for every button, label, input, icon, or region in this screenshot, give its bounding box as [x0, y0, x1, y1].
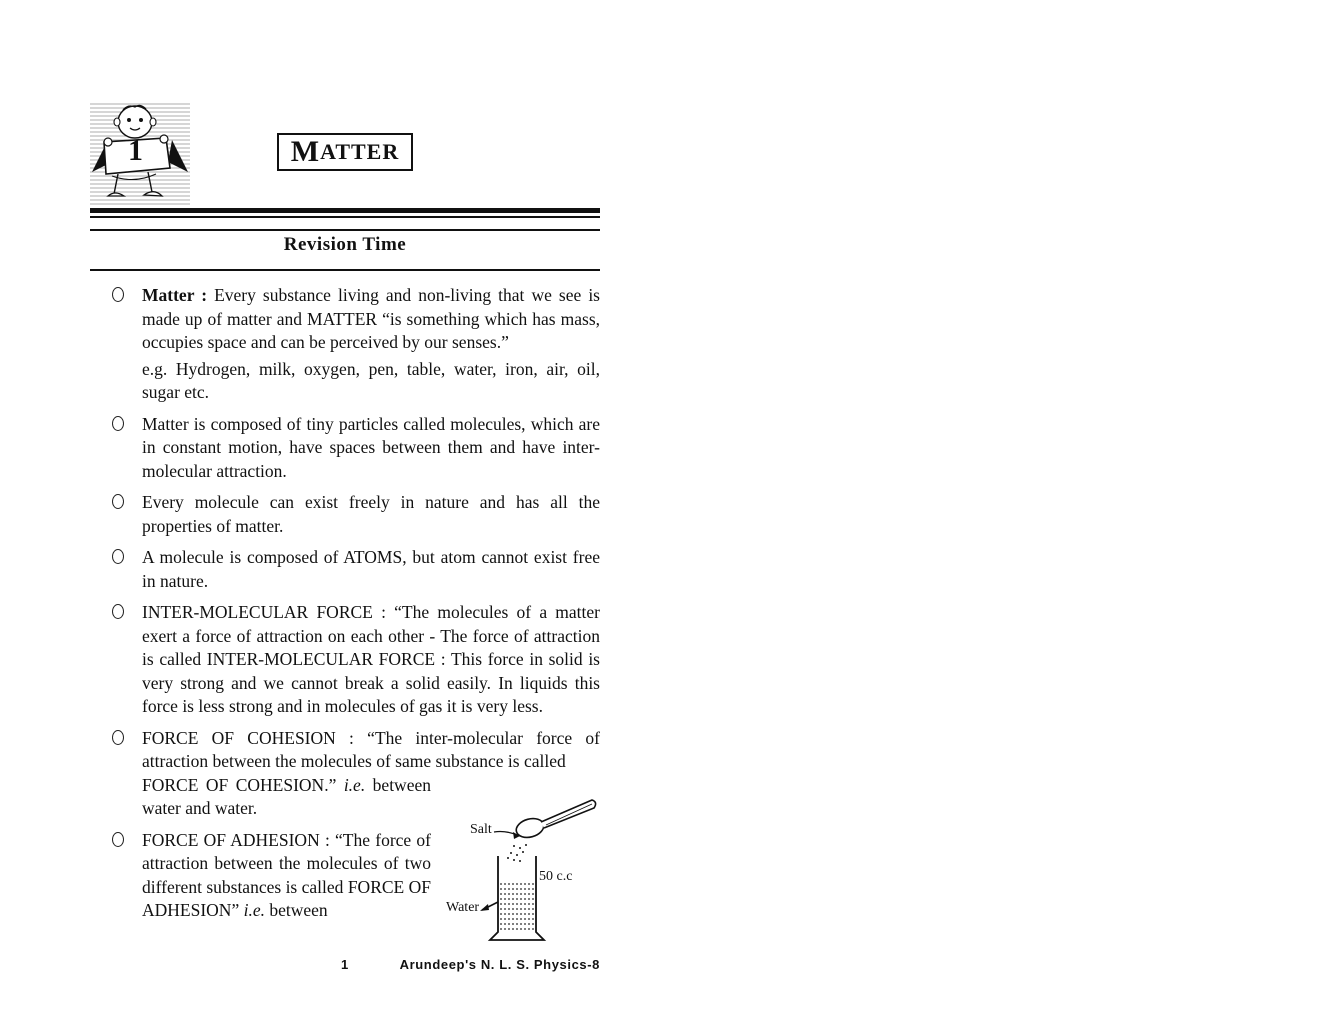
bullet-circle: [112, 549, 124, 564]
bullet-circle: [112, 730, 124, 745]
textbook-page: [90, 100, 600, 990]
item-text-part: FORCE OF ADHESION : “The force of attraction between the molecules of two different substances is called FORCE OF ADHESION”: [142, 829, 431, 920]
page-footer: [90, 957, 600, 977]
item-text: INTER-MOLECULAR FORCE : “The molecules of a matter exert a force of attraction on each other - The force of attraction is called INTER-MOLECULAR FORCE : This force in solid is very strong and we cannot break a solid easily. In liquids this force is less strong and in molecules of gas it is very less.: [142, 602, 600, 716]
list-item: [90, 284, 600, 405]
page-number: 1: [341, 957, 349, 972]
term-matter: Matter :: [142, 285, 208, 305]
label-salt: Salt: [470, 822, 492, 837]
bullet-circle: [112, 416, 124, 431]
chapter-number: 1: [128, 134, 143, 167]
ie-abbrev: i.e.: [343, 774, 366, 795]
chapter-title-initial: M: [290, 135, 321, 168]
label-volume: 50 c.c: [539, 869, 573, 884]
item-text: FORCE OF COHESION : “The inter-molecular force of attraction between the molecules of same substance is called: [142, 727, 600, 771]
item-text: Matter is composed of tiny particles called molecules, which are in constant motion, have spaces between them and have inter-molecular attraction.: [142, 413, 600, 481]
ie-abbrev: i.e.: [243, 900, 265, 920]
chapter-title-rest: ATTER: [320, 139, 400, 164]
item-text: [142, 829, 431, 923]
section-rule-top: [90, 229, 600, 231]
item-text-part: FORCE OF COHESION.”: [142, 774, 344, 795]
item-body: Every substance living and non-living that we see is made up of matter and MATTER “is something which has mass, occupies space and can be perceived by our senses.”: [142, 285, 600, 352]
label-water: Water: [446, 900, 480, 915]
bullet-circle: [112, 832, 124, 847]
list-item: [90, 546, 600, 593]
item-text-part: between: [264, 900, 328, 920]
salt-water-figure: [442, 796, 604, 944]
section-heading: Revision Time: [283, 234, 407, 255]
divider-thin: [90, 216, 600, 218]
chapter-badge: [90, 102, 190, 206]
spoon-beaker-diagram: [442, 796, 604, 944]
list-item: [90, 491, 600, 538]
item-text: Every molecule can exist freely in nature and has all the properties of matter.: [142, 492, 600, 536]
item-text: A molecule is composed of ATOMS, but atom cannot exist free in nature.: [142, 547, 600, 591]
bullet-circle: [112, 287, 124, 302]
list-item: [90, 601, 600, 719]
section-rule-bottom: [90, 269, 600, 271]
item-text-continued: [142, 774, 431, 821]
list-item: [90, 413, 600, 484]
book-title: Arundeep's N. L. S. Physics-8: [399, 957, 600, 972]
divider-thick: [90, 208, 600, 213]
bullet-circle: [112, 604, 124, 619]
item-example: e.g. Hydrogen, milk, oxygen, pen, table, water, iron, air, oil, sugar etc.: [142, 358, 600, 402]
item-text: [142, 284, 600, 355]
item-text-part: between water and water.: [142, 774, 431, 818]
chapter-title: [277, 133, 413, 171]
bullet-circle: [112, 494, 124, 509]
